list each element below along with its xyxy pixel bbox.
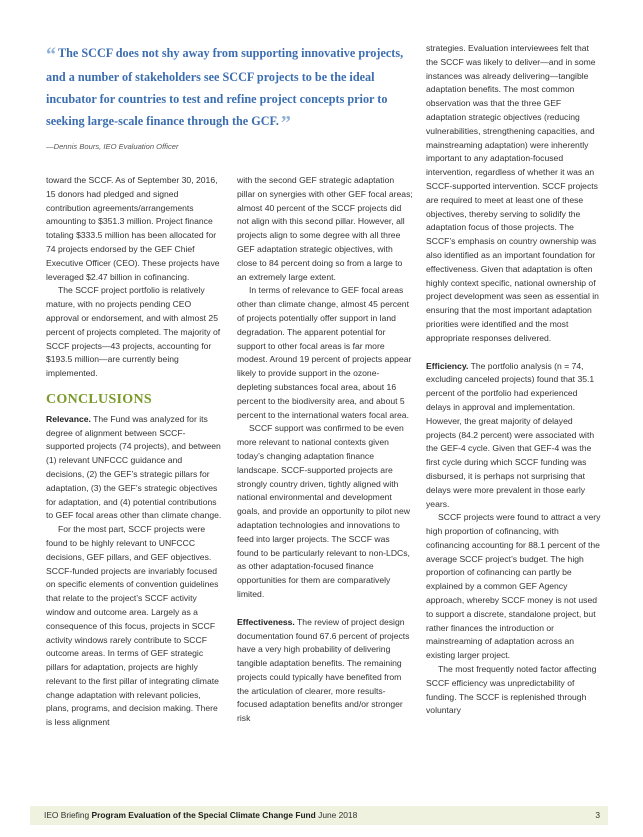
paragraph: The most frequently noted factor affecting SCCF efficiency was unpredictability of funding. The SCCF is replenished through voluntary	[426, 664, 597, 716]
paragraph: For the most part, SCCF projects were found to be highly relevant to UNFCCC decisions, GEF pillars, and GEF objectives. SCCF-funded projects are invariably focused on specific elements of convention guidelines that relate to the project’s SCCF activity window and outcome area. Largely as a consequence of this focus, projects in SCCF activity windows rarely contribute to SCCF outcome areas. In terms of GEF strategic pillars for adaptation, projects are highly relevant to the first pillar of integrating climate change adaptation with relevant policies, plans, programs, and decision making. There is less alignment	[46, 524, 219, 728]
paragraph-relevance	[46, 413, 222, 523]
pull-quote	[46, 42, 414, 151]
footer-date: June 2018	[318, 810, 358, 820]
pull-quote-attribution: —Dennis Bours, IEO Evaluation Officer	[46, 142, 179, 151]
relevance-text: The Fund was analyzed for its degree of alignment between SCCF-supported projects (74 projects), and between (1) relevant UNFCCC guidance and decisions, (2) the GEF’s strategic pillars for adaptation, (3) the GEF’s strategic objectives for adaptation, and (4) potential contributions to GEF focal areas other than climate change.	[46, 413, 222, 521]
efficiency-text: The portfolio analysis (n = 74, excluding canceled projects) found that 35.1 percent of the portfolio had experienced delays in approval and implementation. However, the great majority of delayed projects (84.2 percent) were associated with the GEF-4 cycle. Given that GEF-4 was the first cycle during which SCCF funding was disbursed, it is perhaps not surprising that delays were more prevalent in those early years.	[426, 360, 595, 509]
paragraph-effectiveness	[237, 616, 413, 726]
paragraph: with the second GEF strategic adaptation pillar on synergies with other GEF focal areas; almost 40 percent of the SCCF projects did not align with this second pillar. However, all projects align to some degree with all three GEF adaptation strategic objectives, with close to 84 percent doing so from a large to an extremely large extent.	[237, 175, 413, 282]
column-2	[237, 174, 413, 726]
page-footer	[30, 806, 608, 825]
effectiveness-lead: Effectiveness.	[237, 616, 295, 627]
paragraph: strategies. Evaluation interviewees felt that the SCCF was likely to deliver—and in some instances was already delivering—tangible adaptation benefits. The most common observation was that the three GEF adaptation strategic objectives (reducing vulnerabilities, strengthening capacities, and mainstreaming adaptation) were inherently important to any adaptation-focused intervention, regardless of whether it was an SCCF-supported intervention. SCCF projects are required to meet at least one of these objectives, thereby serving to solidify the adaptation focus of those projects. The SCCF’s emphasis on country ownership was also identified as an important foundation for effectiveness. Given that adaptation is often highly context specific, national ownership of project development was seen as essential in ensuring that the most important adaptation priorities were identified and the most appropriate responses delivered.	[426, 43, 599, 343]
paragraph: The SCCF project portfolio is relatively mature, with no projects pending CEO approval or endorsement, and with almost 25 percent of projects completed. The majority of SCCF projects—43 projects, accounting for $193.5 million—are currently being implemented.	[46, 285, 221, 379]
pull-quote-body: The SCCF does not shy away from supporting innovative projects, and a number of stakeholders see SCCF projects to be the ideal incubator for countries to test and refine project concepts prior to seeking large-scale finance through the GCF.	[46, 46, 404, 128]
spacer	[237, 602, 413, 616]
footer-title: Program Evaluation of the Special Climate Change Fund	[91, 810, 316, 820]
paragraph: toward the SCCF. As of September 30, 2016, 15 donors had pledged and signed contribution agreements/arrangements amounting to $351.3 million. Project finance totaling $333.5 million has been allocated for 74 projects endorsed by the GEF Chief Executive Officer (CEO). These projects have leveraged $2.47 billion in cofinancing.	[46, 175, 220, 282]
paragraph: SCCF support was confirmed to be even more relevant to national contexts given today’s changing adaptation finance landscape. SCCF-supported projects are strongly country driven, tightly aligned with national environmental and development goals, and provide an opportunity to pilot new adaptation technologies and innovations to feed into larger projects. The SCCF was found to be particularly relevant to non-LDCs, as other adaptation-focused finance opportunities for them are comparatively limited.	[237, 423, 410, 599]
effectiveness-text: The review of project design documentation found 67.6 percent of projects have a very high probability of delivering tangible adaptation benefits. The remaining projects could typically have benefited from the articulation of clearer, more results-focused adaptation benefits and/or stronger risk	[237, 616, 410, 724]
column-1	[46, 174, 222, 730]
close-quote-mark: ”	[280, 112, 291, 134]
open-quote-mark: “	[46, 44, 56, 66]
page-number: 3	[595, 810, 600, 820]
pull-quote-text	[46, 42, 414, 134]
column-3	[426, 42, 602, 718]
efficiency-lead: Efficiency.	[426, 360, 469, 371]
section-heading-conclusions: CONCLUSIONS	[46, 391, 152, 407]
relevance-lead: Relevance.	[46, 413, 91, 424]
paragraph: SCCF projects were found to attract a very high proportion of cofinancing, with cofinancing accounting for 88.1 percent of the average SCCF project’s budget. The high proportion of cofinancing can partly be explained by a common GEF Agency approach, whereby SCCF money is not used to support a discrete, standalone project, but rather finances the introduction or mainstreaming of adaptation across an existing larger project.	[426, 512, 601, 661]
paragraph: In terms of relevance to GEF focal areas other than climate change, almost 45 percent of projects potentially offer support in land degradation. The apparent potential for support to other focal areas is far more modest. Around 19 percent of projects appear likely to provide support in the ozone-depleting substances focal area, about 16 percent to the biodiversity area, and about 5 percent to the international waters focal area.	[237, 285, 412, 420]
footer-publication	[44, 806, 357, 825]
spacer	[426, 346, 602, 360]
paragraph-efficiency	[426, 360, 602, 512]
footer-series: IEO Briefing	[44, 810, 90, 820]
